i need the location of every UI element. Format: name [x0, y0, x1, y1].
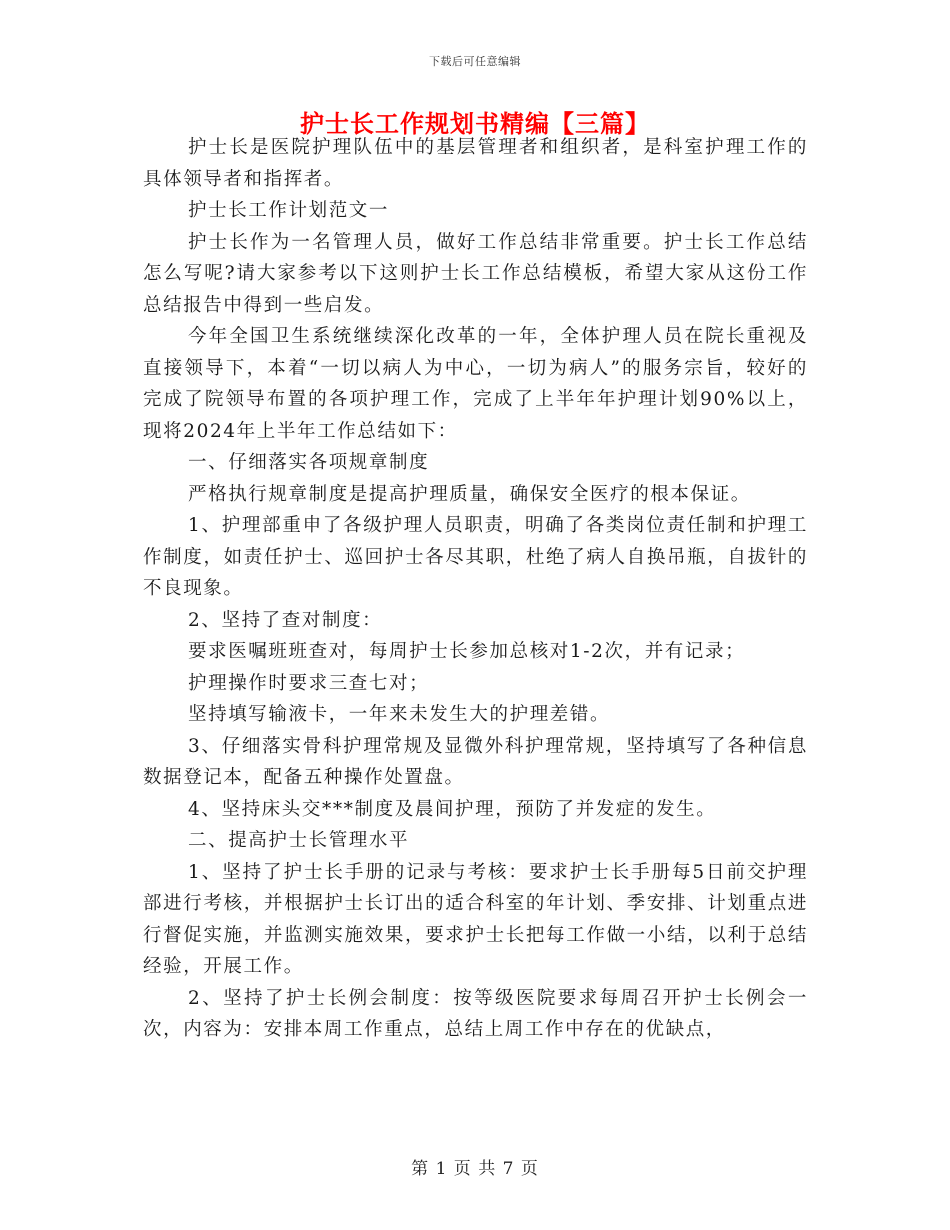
section-heading: 二、提高护士长管理水平: [188, 830, 410, 851]
paragraph: 坚持填写输液卡，一年来未发生大的护理差错。: [188, 704, 611, 725]
document-title: 护士长工作规划书精编【三篇】: [300, 109, 650, 138]
document-body: [143, 132, 808, 1046]
section-heading: 一、仔细落实各项规章制度: [188, 452, 430, 473]
paragraph: 2、坚持了查对制度：: [188, 609, 383, 631]
page-number-footer: 第 1 页 共 7 页: [411, 1159, 539, 1179]
paragraph: 护士长是医院护理队伍中的基层管理者和组织者，是科室护理工作的具体领导者和指挥者。: [143, 137, 808, 190]
header-note: 下载后可任意编辑: [429, 55, 521, 68]
paragraph: 护理操作时要求三查七对；: [188, 672, 430, 694]
paragraph: 4、坚持床头交***制度及晨间护理，预防了并发症的发生。: [188, 798, 717, 820]
paragraph: 今年全国卫生系统继续深化改革的一年，全体护理人员在院长重视及直接领导下，本着“一切以病人为中心，一切为病人”的服务宗旨，较好的完成了院领导布置的各项护理工作，完成了上半年年护理计划90%以上，现将2024年上半年工作总结如下：: [143, 326, 808, 442]
paragraph: 1、护理部重申了各级护理人员职责，明确了各类岗位责任制和护理工作制度，如责任护士、巡回护士各尽其职，杜绝了病人自换吊瓶，自拔针的不良现象。: [143, 515, 808, 599]
paragraph: 1、坚持了护士长手册的记录与考核：要求护士长手册每5日前交护理部进行考核，并根据护士长订出的适合科室的年计划、季安排、计划重点进行督促实施，并监测实施效果，要求护士长把每工作做一小结，以利于总结经验，开展工作。: [143, 861, 808, 977]
paragraph: 2、坚持了护士长例会制度：按等级医院要求每周召开护士长例会一次，内容为：安排本周工作重点，总结上周工作中存在的优缺点，: [143, 987, 808, 1040]
section-heading: 护士长工作计划范文一: [188, 200, 390, 221]
paragraph: 要求医嘱班班查对，每周护士长参加总核对1-2次，并有记录；: [188, 641, 746, 662]
paragraph: 护士长作为一名管理人员，做好工作总结非常重要。护士长工作总结怎么写呢?请大家参考以下这则护士长工作总结模板，希望大家从这份工作总结报告中得到一些启发。: [143, 231, 808, 316]
paragraph: 严格执行规章制度是提高护理质量，确保安全医疗的根本保证。: [188, 483, 751, 505]
paragraph: 3、仔细落实骨科护理常规及显微外科护理常规，坚持填写了各种信息数据登记本，配备五种操作处置盘。: [143, 735, 808, 788]
